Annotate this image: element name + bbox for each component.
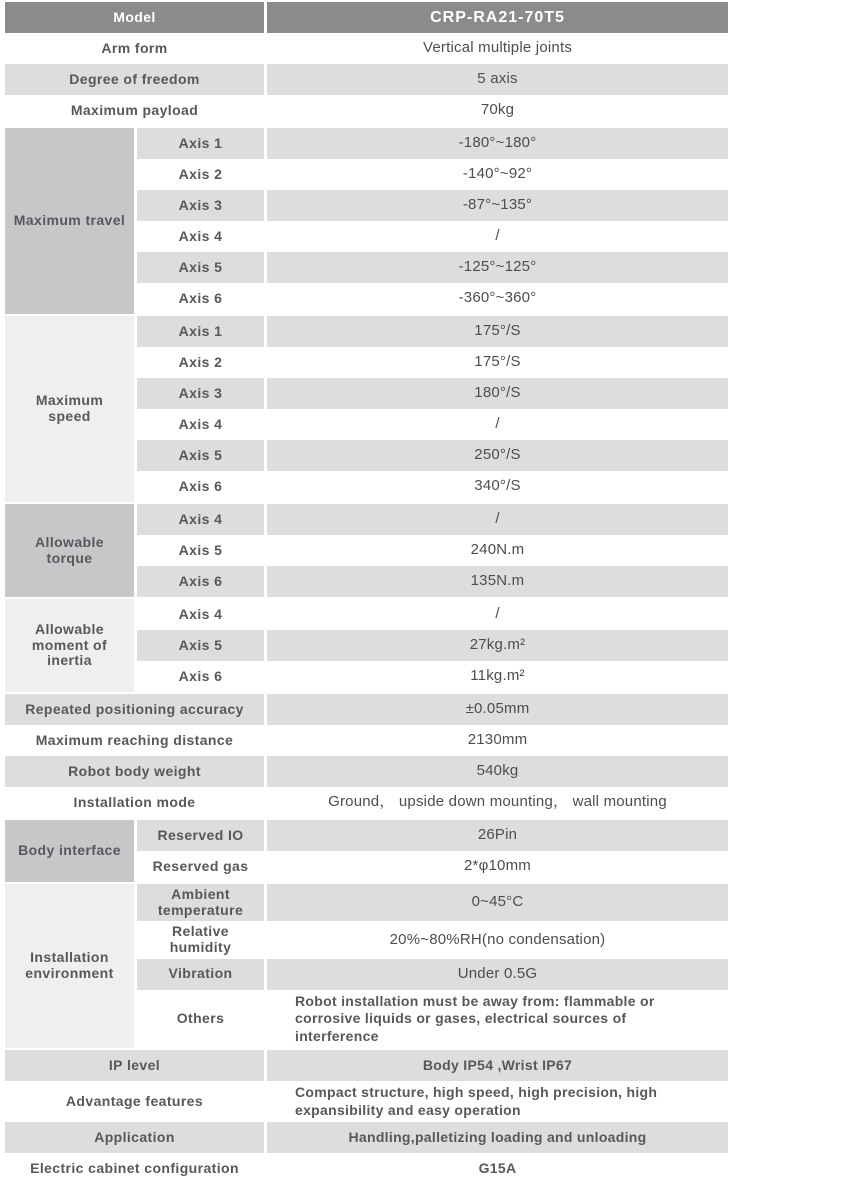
- spec-row-electric-cabinet-configuration: [5, 1153, 728, 1184]
- spec-value: 250°/S: [267, 440, 728, 471]
- spec-label: Axis 5: [137, 630, 264, 661]
- spec-row-robot-body-weight: [5, 756, 728, 787]
- spec-value: Vertical multiple joints: [267, 33, 728, 64]
- spec-group-allowable-torque: [5, 504, 728, 597]
- group-label: Maximum travel: [5, 128, 134, 314]
- spec-value: Handling,palletizing loading and unloading: [267, 1122, 728, 1153]
- spec-label: Electric cabinet configuration: [5, 1153, 264, 1184]
- spec-value: -360°~360°: [267, 283, 728, 314]
- spec-label: Degree of freedom: [5, 64, 264, 95]
- spec-value: 11kg.m²: [267, 661, 728, 692]
- spec-label: Axis 5: [137, 252, 264, 283]
- spec-label: Axis 5: [137, 440, 264, 471]
- group-label: Body interface: [5, 820, 134, 882]
- spec-group-maximum-speed: [5, 316, 728, 502]
- spec-label: Vibration: [137, 959, 264, 990]
- spec-header-model: [5, 2, 728, 33]
- spec-row-advantage-features: [5, 1081, 728, 1122]
- spec-row-arm-form: [5, 33, 728, 64]
- spec-row-repeated-positioning-accuracy: [5, 694, 728, 725]
- spec-row-installation-mode: [5, 787, 728, 818]
- spec-value: 27kg.m²: [267, 630, 728, 661]
- group-label: Installation environment: [5, 884, 134, 1048]
- spec-value: ±0.05mm: [267, 694, 728, 725]
- spec-value: 175°/S: [267, 347, 728, 378]
- spec-value: -87°~135°: [267, 190, 728, 221]
- spec-value: 5 axis: [267, 64, 728, 95]
- spec-label: Axis 6: [137, 566, 264, 597]
- group-label: Allowable torque: [5, 504, 134, 597]
- spec-value: /: [267, 409, 728, 440]
- spec-value: 135N.m: [267, 566, 728, 597]
- spec-label: IP level: [5, 1050, 264, 1081]
- spec-label: Installation mode: [5, 787, 264, 818]
- spec-value: 0~45°C: [267, 884, 728, 921]
- spec-label: Axis 6: [137, 661, 264, 692]
- spec-label: Advantage features: [5, 1081, 264, 1122]
- spec-value: 340°/S: [267, 471, 728, 502]
- spec-label: Reserved IO: [137, 820, 264, 851]
- spec-value: -140°~92°: [267, 159, 728, 190]
- spec-label: Maximum reaching distance: [5, 725, 264, 756]
- spec-label: Axis 3: [137, 190, 264, 221]
- spec-label: Relative humidity: [137, 921, 264, 958]
- spec-label: Arm form: [5, 33, 264, 64]
- spec-value: Body IP54 ,Wrist IP67: [267, 1050, 728, 1081]
- spec-table: [5, 2, 728, 1184]
- spec-label: Axis 1: [137, 128, 264, 159]
- spec-label: Model: [5, 2, 264, 33]
- spec-label: Axis 6: [137, 471, 264, 502]
- spec-value: 240N.m: [267, 535, 728, 566]
- spec-value: 175°/S: [267, 316, 728, 347]
- spec-value: 2130mm: [267, 725, 728, 756]
- spec-row-ip-level: [5, 1050, 728, 1081]
- spec-value: 20%~80%RH(no condensation): [267, 921, 728, 958]
- spec-label: Repeated positioning accuracy: [5, 694, 264, 725]
- spec-value: /: [267, 221, 728, 252]
- spec-value: Robot installation must be away from: flammable or corrosive liquids or gases, electrical sources of interference: [267, 990, 728, 1049]
- spec-group-maximum-travel: [5, 128, 728, 314]
- spec-value: 540kg: [267, 756, 728, 787]
- spec-value: 26Pin: [267, 820, 728, 851]
- spec-value: 70kg: [267, 95, 728, 126]
- spec-row-application: [5, 1122, 728, 1153]
- spec-label: Axis 4: [137, 599, 264, 630]
- spec-value: Compact structure, high speed, high precision, high expansibility and easy operation: [267, 1081, 728, 1122]
- spec-label: Axis 4: [137, 221, 264, 252]
- spec-row-maximum-reaching-distance: [5, 725, 728, 756]
- spec-group-allowable-moment-of-inertia: [5, 599, 728, 692]
- spec-value: CRP-RA21-70T5: [267, 2, 728, 33]
- spec-value: /: [267, 504, 728, 535]
- spec-value: /: [267, 599, 728, 630]
- group-label: Maximum speed: [5, 316, 134, 502]
- spec-label: Others: [137, 990, 264, 1049]
- spec-label: Robot body weight: [5, 756, 264, 787]
- spec-value: 2*φ10mm: [267, 851, 728, 882]
- spec-label: Axis 6: [137, 283, 264, 314]
- spec-value: G15A: [267, 1153, 728, 1184]
- spec-label: Axis 2: [137, 159, 264, 190]
- spec-value: 180°/S: [267, 378, 728, 409]
- spec-label: Reserved gas: [137, 851, 264, 882]
- spec-label: Axis 4: [137, 504, 264, 535]
- spec-group-installation-environment: [5, 884, 728, 1048]
- spec-label: Axis 5: [137, 535, 264, 566]
- spec-label: Axis 1: [137, 316, 264, 347]
- spec-label: Axis 4: [137, 409, 264, 440]
- spec-value: Ground， upside down mounting， wall mounting: [267, 787, 728, 818]
- group-label: Allowable moment of inertia: [5, 599, 134, 692]
- spec-value: -180°~180°: [267, 128, 728, 159]
- spec-label: Axis 3: [137, 378, 264, 409]
- spec-row-degree-of-freedom: [5, 64, 728, 95]
- spec-group-body-interface: [5, 820, 728, 882]
- spec-value: -125°~125°: [267, 252, 728, 283]
- spec-row-maximum-payload: [5, 95, 728, 126]
- spec-label: Ambient temperature: [137, 884, 264, 921]
- spec-label: Application: [5, 1122, 264, 1153]
- spec-label: Maximum payload: [5, 95, 264, 126]
- spec-value: Under 0.5G: [267, 959, 728, 990]
- spec-label: Axis 2: [137, 347, 264, 378]
